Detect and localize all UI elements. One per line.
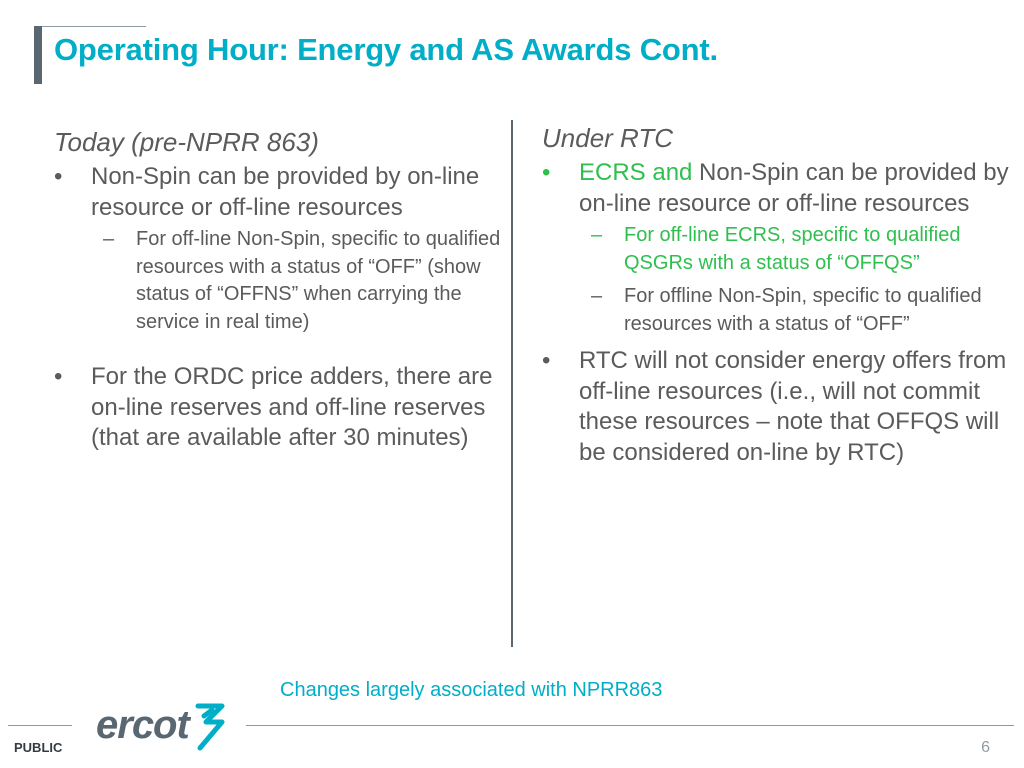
left-bullet-list — [54, 162, 502, 454]
bullet-marker: • — [542, 347, 551, 374]
dash-marker: – — [591, 224, 603, 246]
sub-list-item — [579, 222, 1012, 277]
bullet-text: For the ORDC price adders, there are on-line reserves and off-line reserves (that are available after 30 minutes) — [91, 363, 493, 451]
bullet-marker: • — [54, 163, 63, 190]
bullet-text: Non-Spin can be provided by on-line resource or off-line resources — [579, 159, 1009, 217]
title-accent-bar — [34, 26, 42, 84]
sub-list-item — [91, 226, 502, 336]
bullet-marker: • — [54, 363, 63, 390]
list-item — [542, 346, 1012, 468]
dash-marker: – — [591, 285, 603, 307]
classification-label: PUBLIC — [14, 740, 63, 755]
sub-bullet-text: For off-line ECRS, specific to qualified QSGRs with a status of “OFFQS” — [624, 224, 961, 274]
sub-bullet-list — [91, 226, 502, 336]
list-item — [54, 362, 502, 454]
bullet-text: RTC will not consider energy offers from off-line resources (i.e., will not commit these resources – note that OFFQS will be considered on-line by RTC) — [579, 347, 1007, 466]
right-column — [542, 123, 1012, 468]
footer-rule-left — [8, 725, 72, 726]
highlight-text: ECRS and — [579, 159, 693, 186]
title-rule — [34, 26, 146, 27]
list-item — [542, 158, 1012, 338]
page-number: 6 — [981, 739, 990, 756]
sub-bullet-text: For offline Non-Spin, specific to qualified resources with a status of “OFF” — [624, 285, 982, 335]
footnote: Changes largely associated with NPRR863 — [280, 679, 663, 701]
column-divider — [511, 120, 513, 647]
sub-bullet-list — [579, 222, 1012, 338]
left-column — [54, 127, 502, 454]
right-bullet-list — [542, 158, 1012, 468]
logo-wordmark: ercot — [96, 703, 189, 747]
footer-rule-right — [246, 725, 1014, 726]
sub-bullet-text: For off-line Non-Spin, specific to qualified resources with a status of “OFF” (show status of “OFFNS” when carrying the service in real time) — [136, 228, 501, 333]
bullet-marker: • — [542, 159, 551, 186]
left-column-heading: Today (pre-NPRR 863) — [54, 127, 319, 157]
sub-list-item — [579, 283, 1012, 338]
dash-marker: – — [103, 228, 115, 250]
ercot-logo — [94, 700, 228, 752]
list-item — [54, 162, 502, 336]
lightning-icon — [198, 706, 222, 748]
right-column-heading: Under RTC — [542, 123, 674, 153]
slide-title: Operating Hour: Energy and AS Awards Cont. — [54, 32, 718, 67]
bullet-text: Non-Spin can be provided by on-line resource or off-line resources — [91, 163, 480, 221]
